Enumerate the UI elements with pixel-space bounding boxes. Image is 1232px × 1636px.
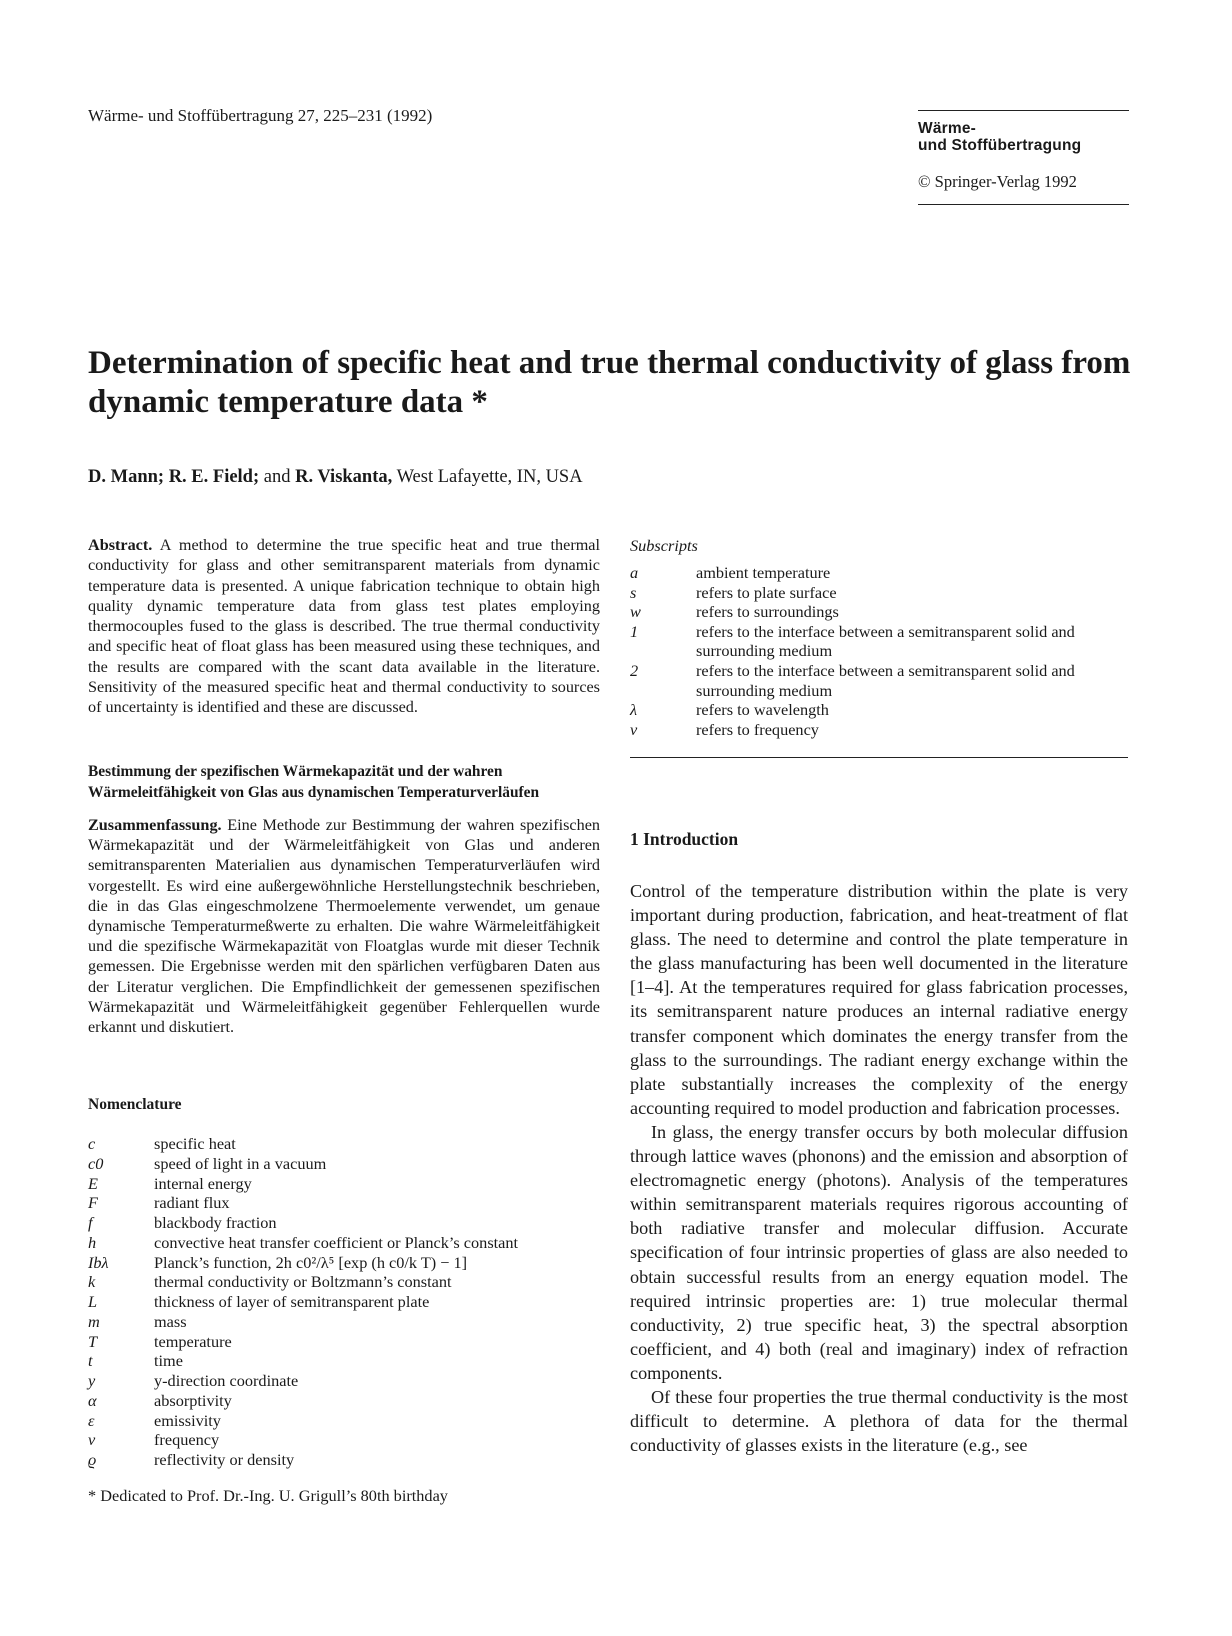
subscripts-rule (630, 757, 1128, 758)
nomenclature-item-symbol: Ibλ (88, 1252, 109, 1272)
subscript-item (630, 563, 1128, 583)
nomenclature-item-description: internal energy (154, 1173, 252, 1193)
nomenclature-item-description: reflectivity or density (154, 1450, 295, 1469)
subscript-item-description: refers to plate surface (696, 582, 837, 602)
nomenclature-item-description: absorptivity (154, 1390, 232, 1410)
subscript-item-description: refers to frequency (696, 719, 819, 739)
nomenclature-item-symbol: E (88, 1173, 98, 1193)
nomenclature-item-description: blackbody fraction (154, 1213, 277, 1232)
nomenclature-list (88, 1134, 608, 1470)
journal-citation: Wärme- und Stoffübertragung 27, 225–231 (1992) (88, 106, 433, 125)
german-title: Bestimmung der spezifischen Wärmekapazität und der wahren Wärmeleitfähigkeit von Glas aus dynamischen Temperaturverläufen (88, 763, 540, 801)
nomenclature-item-description: Planck’s function, 2h c0²/λ⁵ [exp (h c0/k T) − 1] (154, 1252, 468, 1272)
nomenclature-item-symbol: y (88, 1371, 96, 1390)
intro-paragraph-3: Of these four properties the true thermal conductivity is the most difficult to determine. A plethora of data for the thermal conductivity of glasses exists in the literature (e.g., see (630, 1386, 1128, 1456)
nomenclature-heading: Nomenclature (88, 1096, 182, 1113)
nomenclature-item-symbol: f (88, 1213, 93, 1232)
masthead-bottom-rule (918, 204, 1129, 205)
nomenclature-item-symbol: m (88, 1311, 100, 1331)
author-conjunction: and (263, 467, 291, 487)
nomenclature-item-symbol: c0 (88, 1153, 104, 1173)
masthead-top-rule (918, 110, 1129, 111)
nomenclature-item (88, 1351, 608, 1371)
subscript-item-symbol: ν (630, 719, 638, 739)
nomenclature-item (88, 1411, 608, 1431)
nomenclature-item-symbol: F (88, 1193, 98, 1213)
nomenclature-item-description: time (154, 1351, 183, 1371)
paper-title: Determination of specific heat and true thermal conductivity of glass from dynamic temperature data * (88, 345, 1131, 420)
author-line (88, 467, 583, 488)
nomenclature-item-symbol: ν (88, 1430, 96, 1450)
nomenclature-item-description: y-direction coordinate (154, 1371, 299, 1390)
author-2: R. E. Field; (168, 467, 260, 487)
subscript-item-symbol: λ (630, 700, 638, 720)
subscript-item-description: refers to surroundings (696, 602, 839, 622)
copyright: © Springer-Verlag 1992 (918, 172, 1077, 191)
nomenclature-item (88, 1154, 608, 1174)
nomenclature-item-description: specific heat (154, 1134, 236, 1153)
affiliation: West Lafayette, IN, USA (396, 467, 583, 487)
nomenclature-item-description: emissivity (154, 1410, 221, 1430)
introduction-heading: 1 Introduction (630, 829, 739, 849)
zusammenfassung-text: Eine Methode zur Bestimmung der wahren spezifischen Wärmekapazität und der Wärmeleitfähigkeit von Glas und anderen semitransparenten Materialien aus dynamischen Temperaturverläufen wird vorgestellt. Es wird eine außergewöhnliche Herstellungstechnik beschrieben, die in das Glas eingeschmolzene Thermoelemente verwendet, um genaue dynamische Temperaturmeßwerte zu erhalten. Die wahre Wärmeleitfähigkeit und die spezifische Wärmekapazität von Floatglas wurde mit dieser Technik gemessen. Die Ergebnisse werden mit den spärlichen verfügbaren Daten aus der Literatur verglichen. Die Empfindlichkeit der gemessenen spezifischen Wärmekapazität und Wärmeleitfähigkeit gegenüber Fehlerquellen wurde erkannt und diskutiert. (88, 816, 600, 1037)
author-1: D. Mann; (88, 467, 165, 487)
nomenclature-item-symbol: L (88, 1292, 98, 1311)
nomenclature-item-description: frequency (154, 1430, 220, 1450)
nomenclature-item-description: speed of light in a vacuum (154, 1153, 327, 1173)
nomenclature-item (88, 1174, 608, 1194)
nomenclature-item (88, 1253, 608, 1273)
nomenclature-item (88, 1450, 608, 1470)
author-3: R. Viskanta, (295, 467, 393, 487)
journal-name (918, 120, 1129, 154)
journal-name-line2: und Stoffübertragung (918, 137, 1082, 154)
subscript-item-description: ambient temperature (696, 563, 831, 582)
introduction-body (630, 879, 1128, 1457)
nomenclature-item (88, 1134, 608, 1154)
abstract (88, 535, 600, 718)
subscript-item (630, 700, 1128, 720)
nomenclature-item-description: mass (154, 1311, 187, 1331)
nomenclature-item (88, 1332, 608, 1352)
nomenclature-item (88, 1272, 608, 1292)
nomenclature-item (88, 1213, 608, 1233)
subscript-item-description: refers to the interface between a semitransparent solid and surrounding medium (696, 621, 1075, 661)
nomenclature-item-symbol: ϱ (88, 1450, 97, 1469)
nomenclature-item-description: convective heat transfer coefficient or Planck’s constant (154, 1232, 519, 1252)
nomenclature-item-description: radiant flux (154, 1193, 230, 1213)
footnote: * Dedicated to Prof. Dr.-Ing. U. Grigull’s 80th birthday (88, 1486, 448, 1505)
subscript-item (630, 583, 1128, 603)
nomenclature-item-symbol: ε (88, 1410, 95, 1430)
intro-paragraph-2: In glass, the energy transfer occurs by both molecular diffusion through lattice waves (phonons) and the emission and absorption of electromagnetic energy (photons). Analysis of the temperatures within semitransparent materials requires rigorous accounting of both radiative transfer and molecular diffusion. Accurate specification of four intrinsic properties of glass are also needed to obtain successful results from an energy equation model. The required intrinsic properties are: 1) true molecular thermal conductivity, 2) true specific heat, 3) the spectral absorption coefficient, and 4) both (real and imaginary) index of refraction components. (630, 1121, 1128, 1383)
subscript-item-symbol: 1 (630, 621, 639, 641)
subscript-item-symbol: a (630, 563, 639, 582)
subscript-item (630, 622, 1128, 661)
abstract-text: A method to determine the true specific heat and true thermal conductivity for glass and other semitransparent materials from dynamic temperature data is presented. A unique fabrication technique to obtain high quality dynamic temperature data from glass test plates employing thermocouples fused to the glass is described. The true thermal conductivity and specific heat of float glass has been measured using these techniques, and the results are compared with the scant data available in the literature. Sensitivity of the measured specific heat and thermal conductivity to sources of uncertainty is identified and these are discussed. (88, 536, 600, 717)
nomenclature-item-symbol: t (88, 1351, 93, 1371)
subscript-item (630, 720, 1128, 740)
abstract-label: Abstract. (88, 536, 153, 554)
nomenclature-item-symbol: k (88, 1272, 96, 1292)
nomenclature-item (88, 1312, 608, 1332)
subscript-item-symbol: 2 (630, 660, 639, 680)
nomenclature-item (88, 1391, 608, 1411)
subscript-item-symbol: s (630, 582, 637, 602)
nomenclature-item (88, 1430, 608, 1450)
zusammenfassung-label: Zusammenfassung. (88, 816, 222, 834)
subscripts-list (630, 563, 1128, 739)
nomenclature-item-symbol: α (88, 1390, 97, 1410)
nomenclature-item (88, 1371, 608, 1391)
zusammenfassung (88, 815, 600, 1037)
nomenclature-item (88, 1233, 608, 1253)
nomenclature-item-description: temperature (154, 1331, 232, 1351)
nomenclature-item-symbol: c (88, 1134, 96, 1153)
journal-name-line1: Wärme- (918, 120, 977, 137)
nomenclature-item (88, 1292, 608, 1312)
nomenclature-item-symbol: T (88, 1331, 98, 1351)
nomenclature-item-symbol: h (88, 1232, 97, 1252)
intro-paragraph-1: Control of the temperature distribution within the plate is very important during production, fabrication, and heat-treatment of flat glass. The need to determine and control the plate temperature in the glass manufacturing has been well documented in the literature [1–4]. At the temperatures required for glass fabrication processes, its semitransparent nature produces an internal radiative energy transfer component which dominates the energy transfer from the glass to the surroundings. The radiant energy exchange within the plate substantially increases the complexity of the energy accounting required to model production and fabrication processes. (630, 881, 1128, 1118)
nomenclature-item-description: thickness of layer of semitransparent plate (154, 1292, 430, 1311)
nomenclature-item (88, 1193, 608, 1213)
journal-masthead (918, 110, 1129, 205)
nomenclature-item-description: thermal conductivity or Boltzmann’s constant (154, 1272, 452, 1292)
subscript-item (630, 602, 1128, 622)
subscript-item (630, 661, 1128, 700)
subscript-item-description: refers to wavelength (696, 700, 829, 720)
subscripts-heading: Subscripts (630, 536, 698, 555)
subscript-item-description: refers to the interface between a semitransparent solid and surrounding medium (696, 660, 1075, 700)
subscript-item-symbol: w (630, 602, 641, 622)
